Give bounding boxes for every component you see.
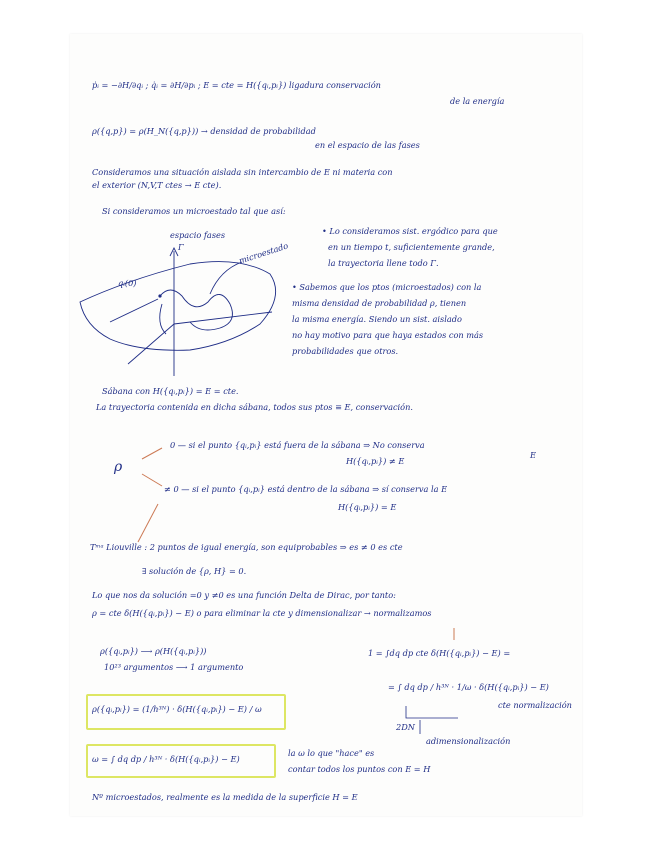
liouville-arrow	[138, 504, 158, 542]
third-axis	[128, 324, 174, 364]
case-arrow-down	[142, 474, 162, 486]
liouville-theorem: Tᵐᵃ Liouville : 2 puntos de igual energía, son equiprobables ⇒ es ≠ 0 es cte	[90, 542, 403, 552]
bullet-density-3: la misma energía. Siendo un sist. aislado	[292, 314, 462, 324]
normalization-constant-label: cte normalización	[498, 700, 572, 710]
bullet-density-1: • Sabemos que los ptos (microestados) con la	[292, 282, 482, 292]
microstate-pointer	[210, 262, 242, 294]
isolated-system-text-cont: el exterior (N,V,T ctes → E cte).	[92, 180, 222, 190]
argument-reduction-1: ρ({qᵢ,pᵢ}) ⟶ ρ(H({qᵢ,pᵢ}))	[100, 646, 207, 656]
trajectory-tail	[160, 304, 166, 334]
bullet-density-2: misma densidad de probabilidad ρ, tienen	[292, 298, 467, 308]
rho-formula: ρ({qᵢ,pᵢ}) = (1/h³ᴺ) · δ(H({qᵢ,pᵢ}) − E) / ω	[92, 704, 262, 714]
hamilton-equations: ṗᵢ = −∂H/∂qᵢ ; q̇ᵢ = ∂H/∂pᵢ ; E = cte = H({qᵢ,pᵢ}) ligadura conservación	[92, 80, 381, 90]
liouville-solution: ∃ solución de {ρ, H} = 0.	[142, 566, 247, 576]
rho-delta-expression: ρ = cte δ(H({qᵢ,pᵢ}) − E) o para eliminar la cte y dimensionalizar → normalizamos	[92, 608, 432, 618]
case-zero-e: E	[530, 450, 536, 460]
density-definition: ρ({q,p}) = ρ(H_N({q,p})) → densidad de probabilidad	[92, 126, 316, 136]
bullet-ergodic-1: • Lo consideramos sist. ergódico para que	[322, 226, 498, 236]
case-zero-cond: H({qᵢ,pᵢ}) ≠ E	[346, 456, 405, 466]
fig-label-microstate: microestado	[237, 240, 290, 266]
omega-formula: ω = ∫ dq dp / h³ᴺ · δ(H({qᵢ,pᵢ}) − E)	[92, 754, 240, 764]
notebook-page	[70, 34, 582, 816]
trajectory-conservation: La trayectoria contenida en dicha sábana, todos sus ptos ≡ E, conservación.	[96, 402, 413, 412]
dirac-delta-text: Lo que nos da solución =0 y ≠0 es una función Delta de Dirac, por tanto:	[92, 590, 396, 600]
normalization-2dn: 2DN	[396, 722, 415, 732]
trajectory-curve	[160, 290, 232, 330]
fig-label-espacio: espacio fases	[170, 230, 226, 240]
bullet-density-5: probabilidades que otros.	[292, 346, 399, 356]
microstate-intro: Si consideramos un microestado tal que así:	[102, 206, 286, 216]
adimensionalization-label: adimensionalización	[426, 736, 511, 746]
normalization-eq-2: = ∫ dq dp / h³ᴺ · 1/ω · δ(H({qᵢ,pᵢ}) − E)	[388, 682, 549, 692]
normalization-eq-1: 1 = ∫dq dp cte δ(H({qᵢ,pᵢ}) − E) =	[368, 648, 511, 658]
initial-point-marker	[158, 294, 161, 297]
hamilton-equations-cont: de la energía	[450, 96, 505, 106]
case-zero: 0 — si el punto {qᵢ,pᵢ} está fuera de la sábana ⇒ No conserva	[170, 440, 425, 450]
case-nonzero: ≠ 0 — si el punto {qᵢ,pᵢ} está dentro de la sábana ⇒ sí conserva la E	[164, 484, 448, 494]
energy-surface-shape	[80, 262, 276, 351]
omega-note-1: la ω lo que "hace" es	[288, 748, 375, 758]
fig-label-q0: qᵢ(0)	[118, 278, 137, 288]
fig-label-gamma: Γ	[178, 242, 184, 252]
argument-reduction-2: 10²³ argumentos ⟶ 1 argumento	[104, 662, 244, 672]
q-axis	[174, 312, 272, 324]
omega-note-2: contar todos los puntos con E = H	[288, 764, 431, 774]
isolated-system-text: Consideramos una situación aislada sin intercambio de E ni materia con	[92, 167, 393, 177]
normalization-bracket	[406, 706, 458, 718]
case-nonzero-cond: H({qᵢ,pᵢ}) = E	[338, 502, 397, 512]
bullet-density-4: no hay motivo para que haya estados con más	[292, 330, 484, 340]
q0-pointer	[110, 299, 158, 322]
bullet-ergodic-3: la trayectoria llene todo Γ.	[328, 258, 439, 268]
bullet-ergodic-2: en un tiempo t, suficientemente grande,	[328, 242, 495, 252]
microstate-count-note: Nº microestados, realmente es la medida de la superficie H = E	[92, 792, 358, 802]
energy-sheet: Sábana con H({qᵢ,pᵢ}) = E = cte.	[102, 386, 239, 396]
case-arrow-up	[142, 448, 162, 459]
density-definition-cont: en el espacio de las fases	[315, 140, 420, 150]
rho-symbol: ρ	[114, 459, 123, 475]
